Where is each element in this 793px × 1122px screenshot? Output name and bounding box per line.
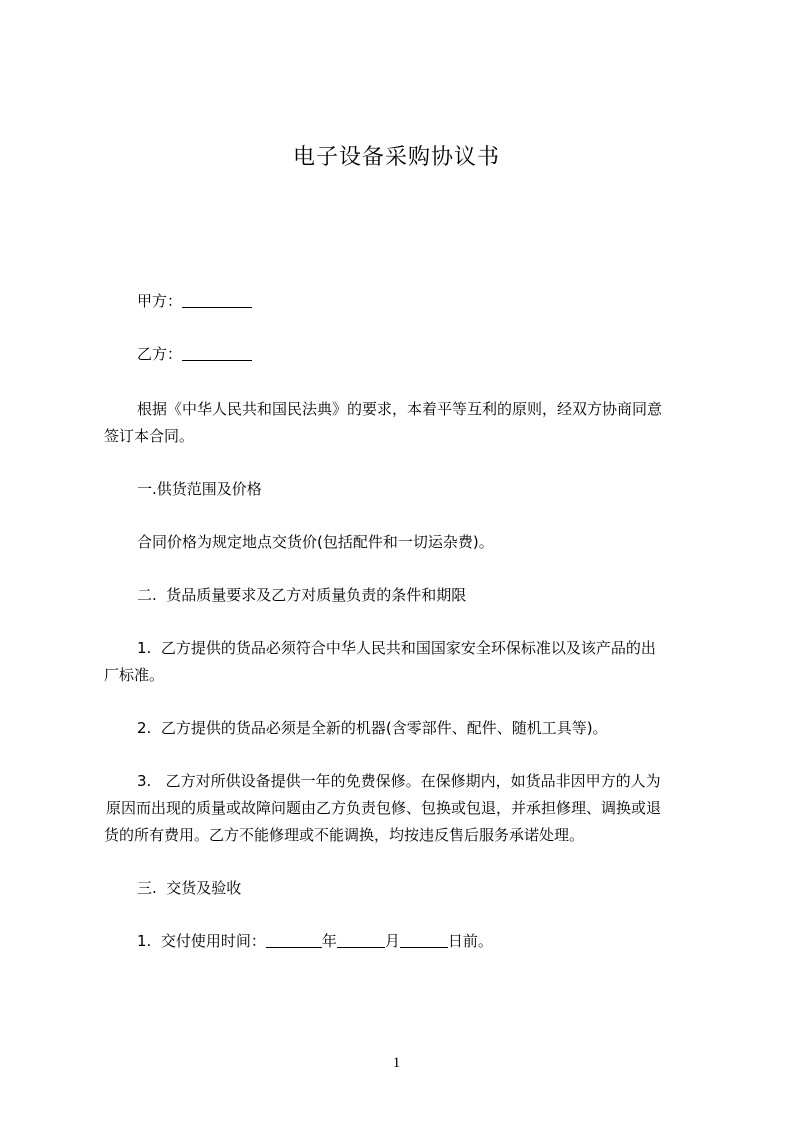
section-1-heading: 一.供货范围及价格: [137, 480, 262, 498]
intro-line-2: 签订本合同。: [104, 427, 195, 445]
party-b-line: [0, 339, 793, 369]
section-1-text: 合同价格为规定地点交货价(包括配件和一切运杂费)。: [137, 533, 494, 551]
section-2-item-3-line-2: 原因而出现的质量或故障问题由乙方负责包修、包换或包退，并承担修理、调换或退: [106, 799, 662, 817]
section-2-item-1-line-1: 1. 乙方提供的货品必须符合中华人民共和国国家安全环保标准以及该产品的出: [137, 639, 656, 657]
party-a-label: 甲方：: [137, 292, 183, 310]
section-2-item-3-line-1: 3. 乙方对所供设备提供一年的免费保修。在保修期内，如货品非因甲方的人为: [137, 772, 661, 790]
day-label: 日前。: [447, 932, 493, 950]
page-number: 1: [392, 1055, 401, 1071]
intro-line-1: 根据《中华人民共和国民法典》的要求，本着平等互利的原则，经双方协商同意: [137, 400, 663, 418]
party-a-line: [0, 286, 793, 316]
section-3-item-1: [0, 926, 793, 956]
party-a-blank: [182, 291, 252, 308]
day-blank: [400, 931, 448, 948]
party-b-blank: [182, 344, 252, 361]
section-2-item-2: 2. 乙方提供的货品必须是全新的机器(含零部件、配件、随机工具等)。: [137, 719, 608, 737]
section-2-item-1-line-2: 厂标准。: [104, 666, 165, 684]
section-2-heading: 二. 货品质量要求及乙方对质量负责的条件和期限: [137, 586, 467, 604]
delivery-time-label: 1. 交付使用时间：: [137, 932, 266, 950]
document-title: 电子设备采购协议书: [292, 145, 500, 170]
year-label: 年: [321, 932, 337, 950]
month-blank: [337, 931, 385, 948]
year-blank: [266, 931, 322, 948]
month-label: 月: [384, 932, 400, 950]
section-3-heading: 三. 交货及验收: [137, 879, 242, 897]
section-2-item-3-line-3: 货的所有费用。乙方不能修理或不能调换，均按违反售后服务承诺处理。: [104, 826, 585, 844]
party-b-label: 乙方：: [137, 345, 183, 363]
